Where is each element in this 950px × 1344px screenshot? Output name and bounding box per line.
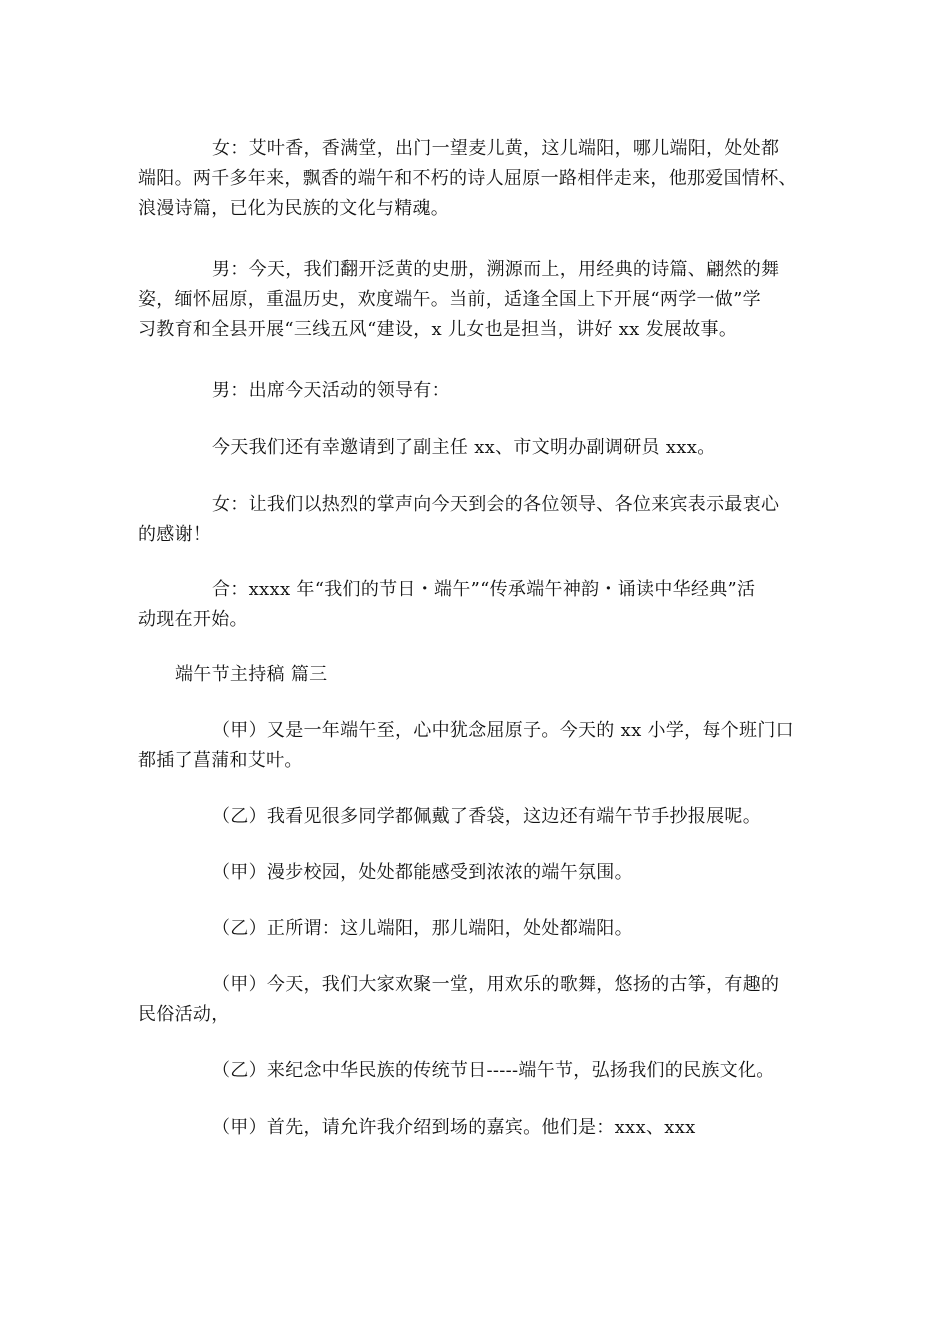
paragraph-line: 女：艾叶香，香满堂，出门一望麦儿黄，这儿端阳，哪儿端阳，处处都 [212,138,780,159]
dialogue-paragraph [138,970,818,1030]
paragraph-line: 姿，缅怀屈原，重温历史，欢度端午。当前，适逢全国上下开展“两学一做”学 [138,289,761,310]
paragraph-line: 今天我们还有幸邀请到了副主任 xx、市文明办副调研员 xxx。 [212,437,716,458]
paragraph-line: 合：xxxx 年“我们的节日・端午”“传承端午神韵・诵读中华经典”活 [212,579,756,600]
dialogue-paragraph [138,858,818,888]
paragraph-line: （乙）来纪念中华民族的传统节日-----端午节，弘扬我们的民族文化。 [212,1060,775,1081]
paragraph-line: （乙）正所谓：这儿端阳，那儿端阳，处处都端阳。 [212,918,633,939]
paragraph-line: 浪漫诗篇，已化为民族的文化与精魂。 [138,198,450,219]
paragraph-line: 女：让我们以热烈的掌声向今天到会的各位领导、各位来宾表示最衷心 [212,494,780,515]
paragraph-line: 习教育和全县开展“三线五风“建设，x 儿女也是担当，讲好 xx 发展故事。 [138,319,738,340]
paragraph-line: （甲）今天，我们大家欢聚一堂，用欢乐的歌舞，悠扬的古筝，有趣的 [212,974,780,995]
paragraph-line: （甲）首先，请允许我介绍到场的嘉宾。他们是：xxx、xxx [212,1117,696,1138]
paragraph-1 [138,134,818,224]
dialogue-paragraph [138,716,818,776]
paragraph-6 [138,575,818,635]
paragraph-line: 民俗活动， [138,1004,230,1025]
paragraph-line: 端阳。两千多年来，飘香的端午和不朽的诗人屈原一路相伴走来，他那爱国情杯、 [138,168,797,189]
paragraph-line: 都插了菖蒲和艾叶。 [138,750,303,771]
section-heading: 端午节主持稿 篇三 [175,664,328,685]
paragraph-line: 男：今天，我们翻开泛黄的史册，溯源而上，用经典的诗篇、翩然的舞 [212,259,780,280]
dialogue-paragraph [138,1056,818,1086]
paragraph-2 [138,255,818,345]
dialogue-paragraph [138,914,818,944]
paragraph-line: （甲）又是一年端午至，心中犹念屈原子。今天的 xx 小学，每个班门口 [212,720,794,741]
paragraph-line: 男：出席今天活动的领导有： [212,380,450,401]
paragraph-4 [138,433,818,463]
paragraph-line: （甲）漫步校园，处处都能感受到浓浓的端午氛围。 [212,862,633,883]
paragraph-line: （乙）我看见很多同学都佩戴了香袋，这边还有端午节手抄报展呢。 [212,806,761,827]
paragraph-line: 的感谢！ [138,524,212,545]
dialogue-paragraph [138,1113,818,1143]
paragraph-line: 动现在开始。 [138,609,248,630]
dialogue-paragraph [138,802,818,832]
paragraph-5 [138,490,818,550]
paragraph-3 [138,376,818,406]
